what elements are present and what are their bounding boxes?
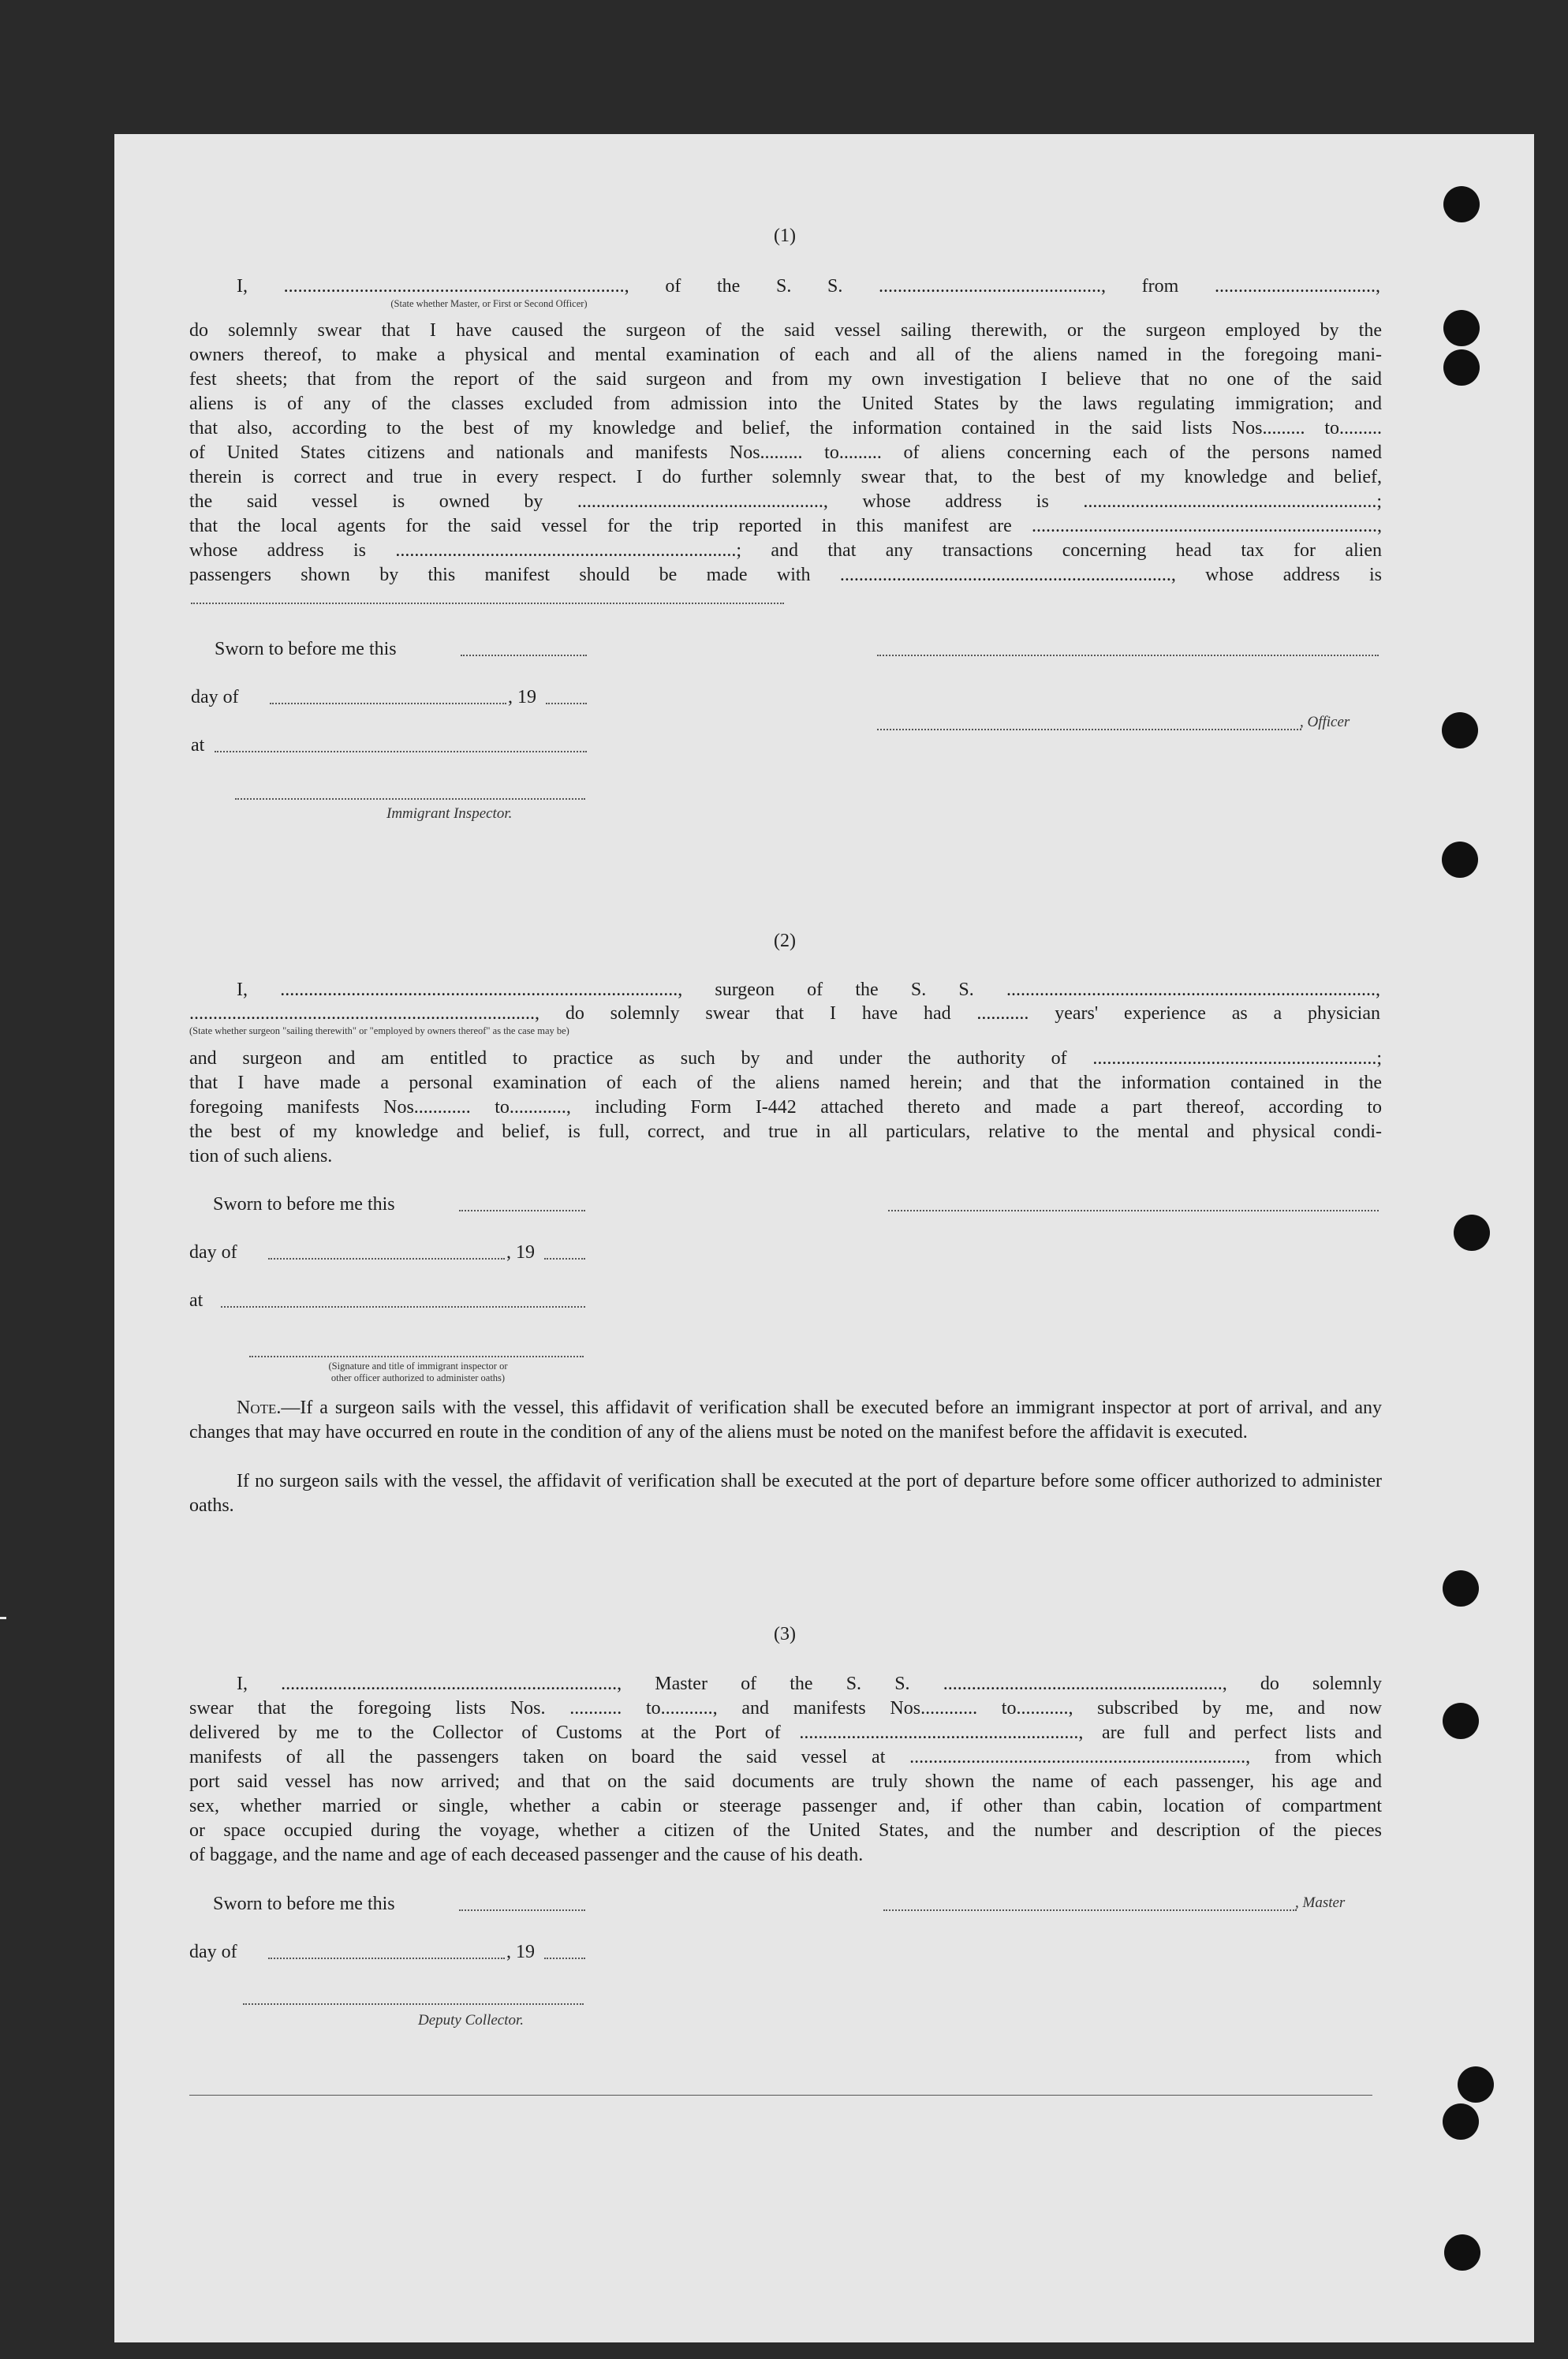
- body-line: sex, whether married or single, whether a cabin or steerage passenger and, if other than cabin, location of compartment: [189, 1796, 1382, 1816]
- at-field[interactable]: [215, 751, 587, 752]
- surgeon-signature-line[interactable]: [888, 1210, 1379, 1211]
- body-line: tion of such aliens.: [189, 1146, 333, 1166]
- bottom-rule: [189, 2095, 1372, 2096]
- body-line: whose address is ........................................................................; and that any transactions concerning head tax for alien: [189, 540, 1382, 561]
- note-paragraph: [189, 1396, 1382, 1445]
- body-line: foregoing manifests Nos............ to............, including Form I-442 attached thereto and made a part thereof, according to: [189, 1097, 1382, 1118]
- body-line: aliens is of any of the classes excluded from admission into the United States by the laws regulating immigration; and: [189, 394, 1382, 414]
- body-line: therein is correct and true in every respect. I do further solemnly swear that, to the best of my knowledge and belief,: [189, 467, 1382, 487]
- signature-caption: other officer authorized to administer oaths): [330, 1372, 506, 1383]
- sworn-date-field[interactable]: [461, 655, 587, 656]
- at-label: at: [191, 735, 205, 756]
- day-of-label: day of: [189, 1942, 237, 1962]
- body-line: fest sheets; that from the report of the said surgeon and from my own investigation I believe that no one of the said: [189, 369, 1382, 390]
- body-line: passengers shown by this manifest should be made with ......................................................................, whose address is: [189, 565, 1382, 585]
- section-1-number: (1): [774, 226, 796, 246]
- body-line: do solemnly swear that I have caused the surgeon of the said vessel sailing therewith, or the surgeon employed by the: [189, 320, 1382, 341]
- inspector-signature-line[interactable]: [235, 798, 585, 800]
- note-text: —If a surgeon sails with the vessel, this affidavit of verification shall be executed before an immigrant inspector at port of arrival, and any changes that may have occurred en route in the condition of any of the aliens must be noted on the manifest before the affidavit is executed.: [189, 1398, 1382, 1443]
- body-line: of baggage, and the name and age of each deceased passenger and the cause of his death.: [189, 1845, 864, 1865]
- punch-hole: [1443, 2103, 1479, 2140]
- section-2-number: (2): [774, 931, 796, 951]
- body-line: I, ......................................................................., Master of the S. S. ..........................................................., do solemnly: [237, 1674, 1382, 1694]
- officer-signature-line[interactable]: [877, 655, 1379, 656]
- officer-fill-line[interactable]: [877, 729, 1301, 730]
- section-3-number: (3): [774, 1624, 796, 1644]
- body-line: that also, according to the best of my knowledge and belief, the information contained in the said lists Nos......... to.........: [189, 418, 1382, 439]
- punch-hole: [1458, 2066, 1494, 2103]
- sworn-label: Sworn to before me this: [213, 1894, 395, 1914]
- signature-caption: (Signature and title of immigrant inspector or: [328, 1361, 508, 1372]
- body-line: of United States citizens and nationals and manifests Nos......... to......... of aliens concerning each of the persons named: [189, 442, 1382, 463]
- punch-hole: [1454, 1215, 1490, 1251]
- punch-hole: [1443, 349, 1480, 386]
- punch-hole: [1442, 842, 1478, 878]
- sworn-label: Sworn to before me this: [213, 1194, 395, 1215]
- body-line: delivered by me to the Collector of Customs at the Port of ..........................................................., are full and perfect lists and: [189, 1723, 1382, 1743]
- section-2-oath-line: I, ...................................................................................., surgeon of the S. S. ..............................................................................,: [237, 980, 1380, 1000]
- year-label: , 19: [506, 1942, 535, 1962]
- year-field[interactable]: [546, 703, 587, 704]
- edge-mark: [0, 1617, 6, 1619]
- at-label: at: [189, 1290, 203, 1311]
- at-field[interactable]: [221, 1306, 585, 1308]
- punch-hole: [1443, 1703, 1479, 1739]
- body-line: owners thereof, to make a physical and mental examination of each and all of the aliens named in the foregoing mani-: [189, 345, 1382, 365]
- section-2-experience-line: ........................................................................., do solemnly swear that I have had ........... years' experience as a physician: [189, 1003, 1380, 1024]
- punch-hole: [1443, 1570, 1479, 1607]
- day-of-field[interactable]: [268, 1958, 505, 1959]
- deputy-signature-line[interactable]: [243, 2003, 584, 2005]
- punch-hole: [1444, 2234, 1480, 2271]
- year-label: , 19: [508, 687, 536, 707]
- day-of-field[interactable]: [268, 1258, 505, 1260]
- day-of-label: day of: [189, 1242, 237, 1263]
- punch-hole: [1443, 310, 1480, 346]
- body-line: that the local agents for the said vessel for the trip reported in this manifest are .........................................................................,: [189, 516, 1382, 536]
- body-line: port said vessel has now arrived; and that on the said documents are truly shown the name of each passenger, his age and: [189, 1771, 1382, 1792]
- officer-label: , Officer: [1300, 714, 1350, 730]
- body-line: swear that the foregoing lists Nos. ........... to..........., and manifests Nos............ to..........., subscribed by me, and now: [189, 1698, 1382, 1719]
- punch-hole: [1443, 186, 1480, 222]
- body-line: the best of my knowledge and belief, is full, correct, and true in all particulars, relative to the mental and physical condi-: [189, 1122, 1382, 1142]
- body-line: manifests of all the passengers taken on board the said vessel at ......................................................................., from which: [189, 1747, 1382, 1767]
- sworn-label: Sworn to before me this: [215, 639, 397, 659]
- section-1-oath-line: I, ........................................................................, of the S. S. ..............................................., from ..................................,: [237, 276, 1380, 297]
- body-line: the said vessel is owned by ...................................................., whose address is ..............................................................;: [189, 491, 1382, 512]
- punch-hole: [1442, 712, 1478, 748]
- day-of-label: day of: [191, 687, 239, 707]
- master-signature-line[interactable]: [883, 1909, 1297, 1911]
- inspector-signature-line[interactable]: [249, 1356, 584, 1357]
- note-paragraph-2: If no surgeon sails with the vessel, the affidavit of verification shall be executed at the port of departure before some officer authorized to administer oaths.: [189, 1471, 1382, 1516]
- sworn-date-field[interactable]: [459, 1210, 585, 1211]
- year-label: , 19: [506, 1242, 535, 1263]
- master-label: , Master: [1295, 1894, 1346, 1911]
- inspector-label: Immigrant Inspector.: [386, 805, 513, 822]
- day-of-field[interactable]: [270, 703, 506, 704]
- body-line: that I have made a personal examination of each of the aliens named herein; and that the information contained in the: [189, 1073, 1382, 1093]
- master-caption: (State whether Master, or First or Second Officer): [390, 298, 588, 309]
- body-line: and surgeon and am entitled to practice as such by and under the authority of ............................................................;: [189, 1048, 1382, 1069]
- address-fill-line: [191, 603, 784, 604]
- body-line: or space occupied during the voyage, whether a citizen of the United States, and the number and description of the pieces: [189, 1820, 1382, 1841]
- surgeon-caption: (State whether surgeon "sailing therewith" or "employed by owners thereof" as the case may be): [189, 1025, 569, 1036]
- note-label: Note.: [237, 1398, 282, 1418]
- year-field[interactable]: [544, 1258, 585, 1260]
- sworn-date-field[interactable]: [459, 1909, 585, 1911]
- deputy-label: Deputy Collector.: [418, 2012, 525, 2029]
- year-field[interactable]: [544, 1958, 585, 1959]
